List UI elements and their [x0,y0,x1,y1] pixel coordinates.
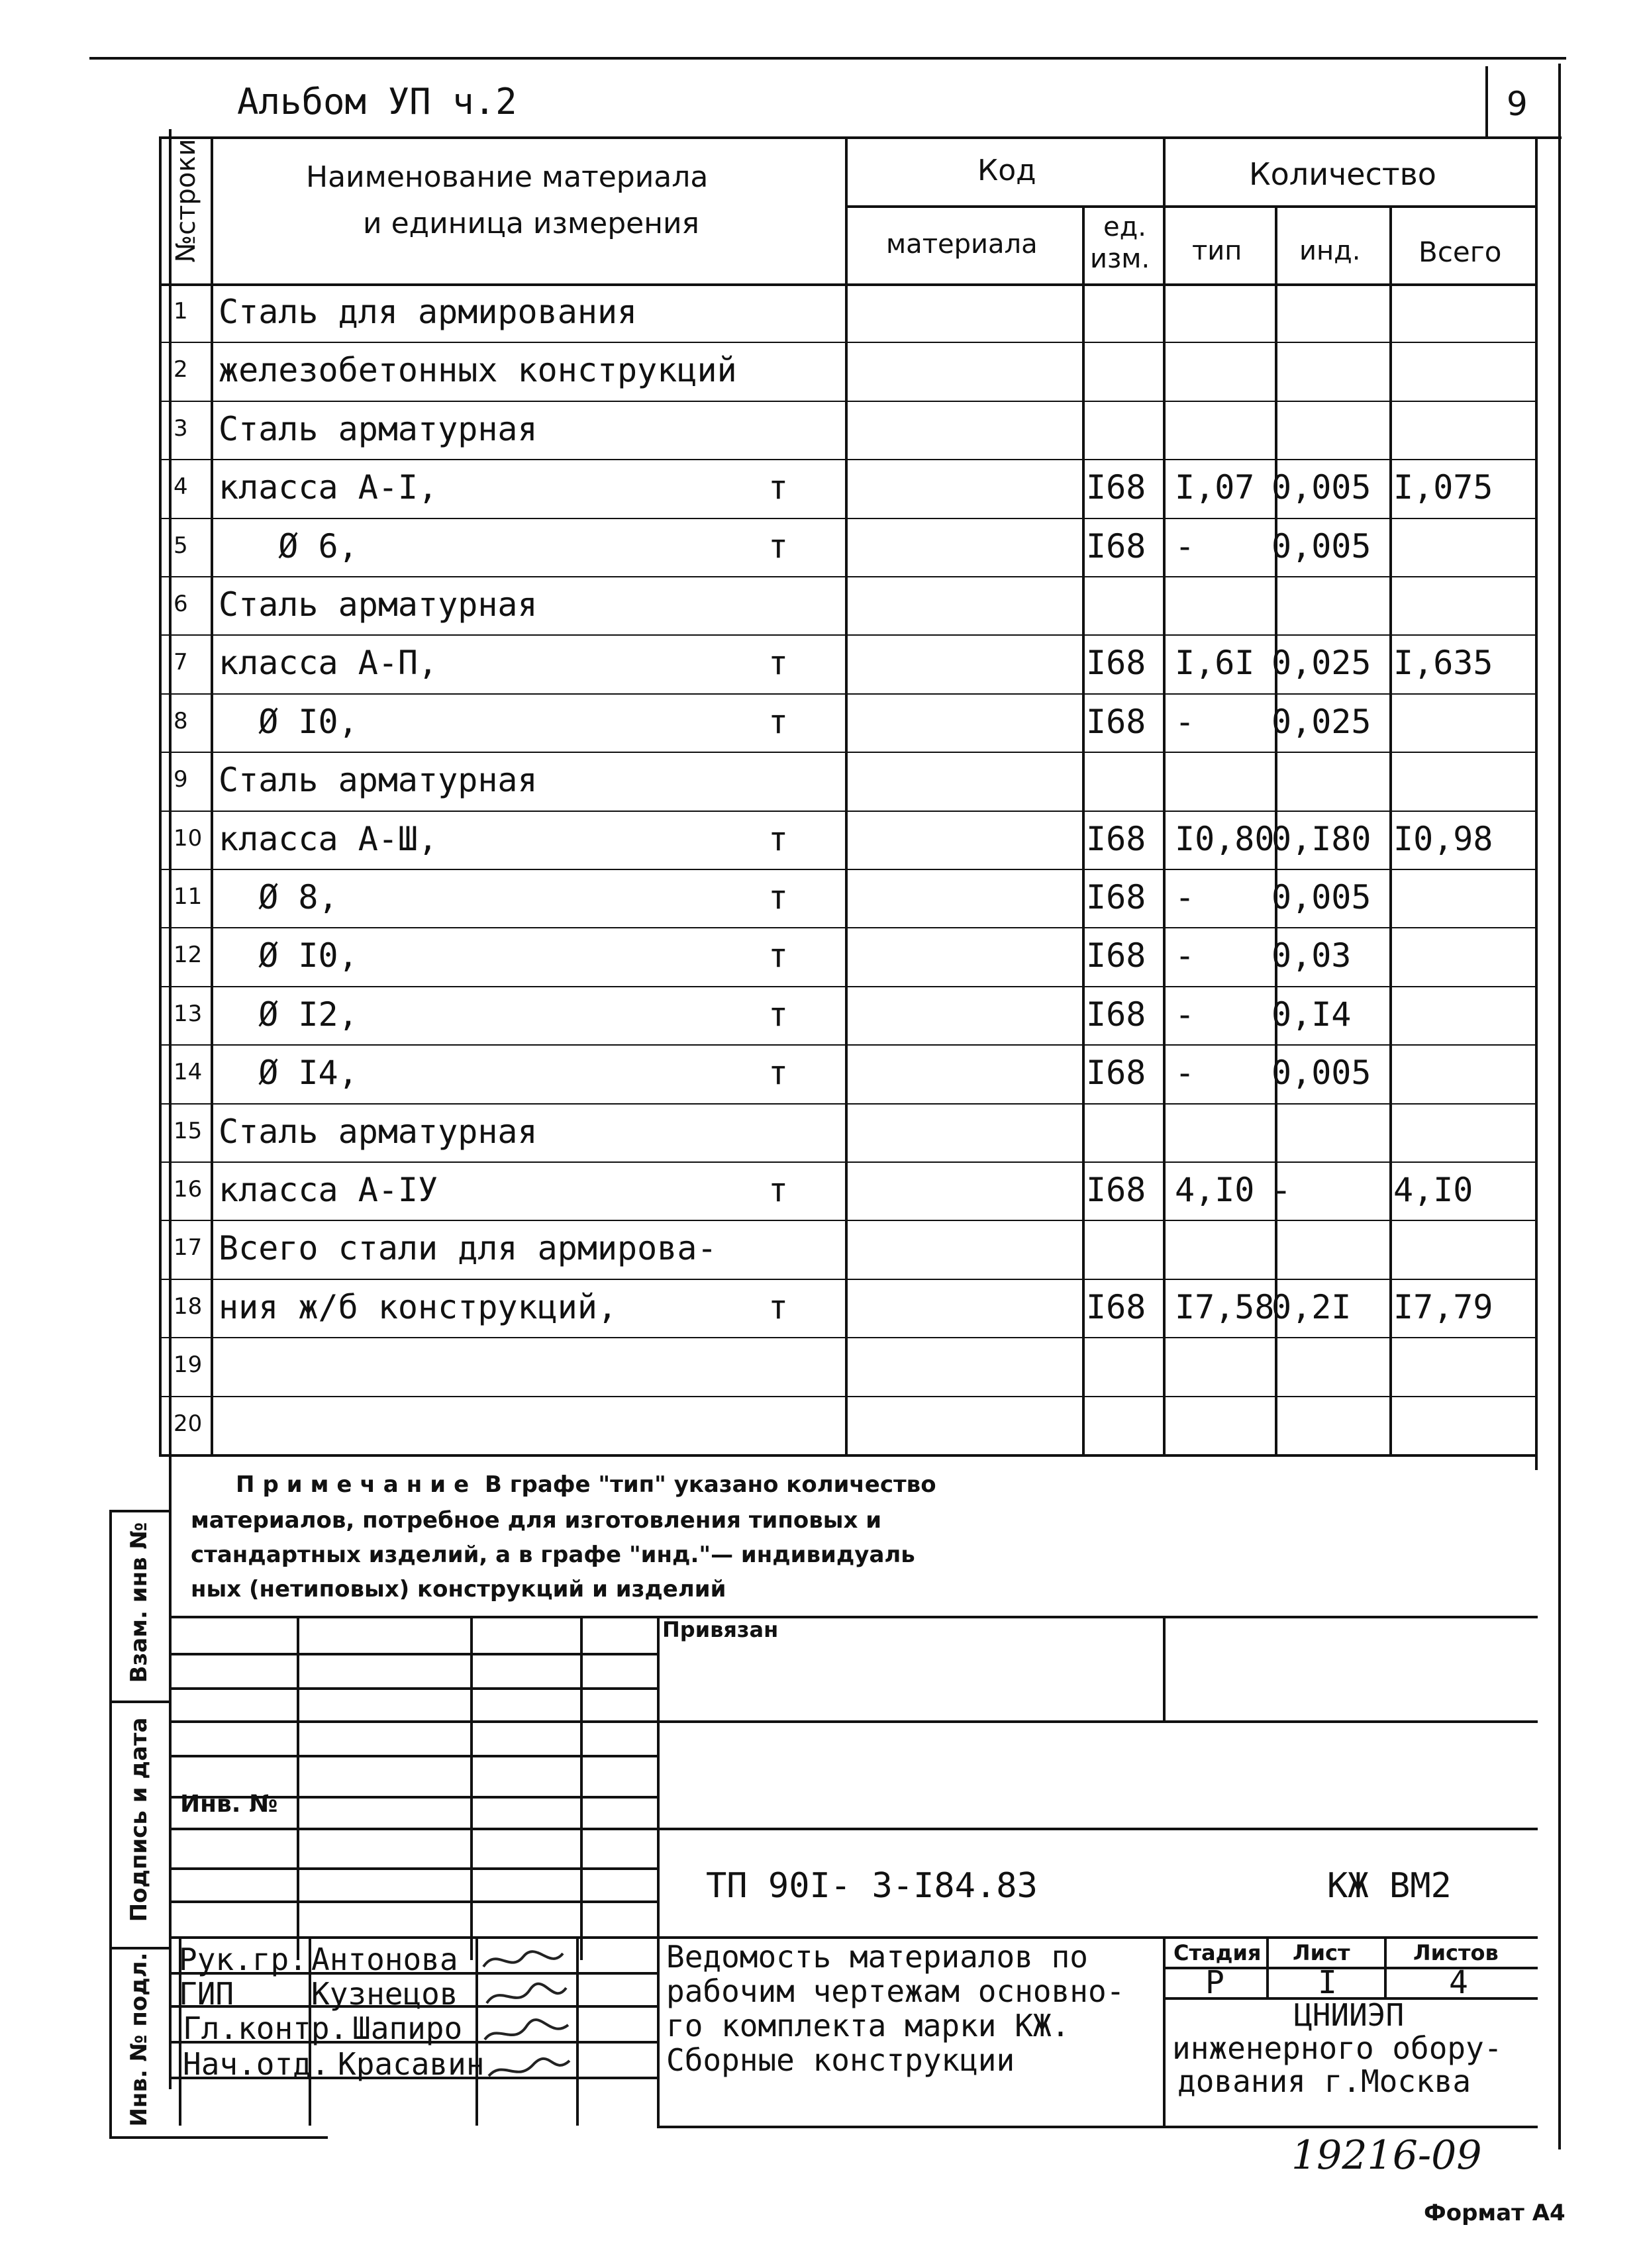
row-number: 13 [174,1001,203,1027]
stamp-mark: КЖ ВМ2 [1327,1866,1452,1906]
row-code-unit: I68 [1086,1288,1146,1326]
row-qty-type: - [1175,936,1195,975]
row-name: Сталь арматурная [219,1112,538,1151]
person-name-4: Красавин [338,2046,485,2082]
note-line-1 [236,1471,936,1498]
row-name: класса А-Ш, [219,820,438,858]
stamp-col-3 [580,1616,583,1960]
row-number: 11 [174,883,203,910]
row-qty-type: - [1175,995,1195,1034]
row-qty-type: I0,80 [1175,820,1275,858]
row-name: Сталь арматурная [219,410,538,448]
row-number: 1 [174,298,188,324]
row-qty-type: - [1175,1054,1195,1092]
row-unit: т [768,644,789,682]
frame-left [169,129,172,2089]
row-unit: т [768,995,789,1034]
top-rule [89,57,1566,60]
row-code-unit: I68 [1086,878,1146,916]
side-strip-bottom [109,2136,328,2139]
stamp-row-4 [169,1755,659,1757]
stamp-doc-code: ТП 90I- 3-I84.83 [706,1866,1038,1906]
stamp-inv-no: Инв. № [180,1791,278,1818]
row-unit: т [768,878,789,916]
stamp-privyazan-right [1163,1616,1166,1722]
row-number: 18 [174,1293,203,1320]
row-number: 8 [174,708,188,734]
row-divider [159,1396,1538,1397]
col-header-ind: инд. [1299,236,1361,266]
row-number: 10 [174,825,203,852]
row-code-unit: I68 [1086,644,1146,682]
row-code-unit: I68 [1086,1171,1146,1209]
stamp-row-6 [169,1828,1538,1830]
side-strip-div-1 [109,1701,169,1703]
header-bottom [159,283,1538,286]
row-name: Сталь арматурная [219,585,538,624]
row-divider [159,1161,1538,1163]
col-rowno-left [159,136,162,1457]
row-qty-ind: 0,I80 [1271,820,1371,858]
header-bottom-rule [159,136,1562,139]
col-name-right [845,136,848,1457]
row-qty-type: - [1175,878,1195,916]
table-bottom-rule [159,1454,1538,1457]
col-ind-right [1389,205,1392,1457]
row-code-unit: I68 [1086,820,1146,858]
row-divider [159,518,1538,519]
row-code-unit: I68 [1086,468,1146,507]
side-label-podpis: Подпись и дата [126,1717,152,1922]
person-role-3: Гл.контр. [183,2010,348,2046]
row-unit: т [768,936,789,975]
stamp-sheet: I [1318,1964,1337,2001]
row-name: Сталь арматурная [219,761,538,799]
note-line-2: материалов, потребное для изготовления типовых и [191,1507,882,1534]
row-name: класса А-IУ [219,1171,438,1209]
row-name: Ø I0, [219,703,358,741]
row-qty-ind: 0,025 [1271,644,1371,682]
row-name: класса А-I, [219,468,438,507]
stamp-stage: Р [1205,1964,1224,2001]
col-unit-right [1163,136,1166,1457]
row-divider [159,401,1538,402]
row-number: 12 [174,942,203,968]
stamp-sheet-label: Лист [1293,1940,1350,1965]
row-divider [159,811,1538,812]
col-header-name-1: Наименование материала [306,160,709,194]
row-name: Сталь для армирования [219,293,638,331]
page-number-box-left [1485,66,1488,139]
note-heading: Примечание [236,1471,477,1498]
row-divider [159,1337,1538,1338]
frame-right-inner [1535,139,1538,1470]
stamp-row-2 [169,1687,659,1690]
row-number: 16 [174,1176,203,1203]
person-role-4: Нач.отд. [183,2046,330,2082]
row-name: Ø 8, [219,878,338,916]
row-number: 9 [174,766,188,793]
row-code-unit: I68 [1086,936,1146,975]
row-qty-ind: 0,005 [1271,878,1371,916]
row-number: 5 [174,532,188,559]
handwritten-number: 19216-09 [1291,2132,1482,2179]
row-unit: т [768,1288,789,1326]
col-header-code: Код [977,154,1036,187]
row-number: 14 [174,1059,203,1085]
col-header-quantity: Количество [1249,156,1436,192]
col-header-name-2: и единица измерения [363,207,700,240]
col-material-right [1082,205,1085,1457]
row-divider [159,1103,1538,1105]
person-name-1: Антонова [311,1942,458,1977]
col-header-rowno: №строки [171,138,201,263]
row-unit: т [768,527,789,566]
col-header-total: Всего [1419,236,1502,268]
row-qty-total: I,075 [1393,468,1493,507]
stamp-people-col-4 [576,1936,579,2126]
stamp-info-col-1 [1266,1936,1269,1997]
col-header-unit-1: ед. [1103,212,1146,242]
row-number: 19 [174,1352,203,1378]
row-divider [159,1044,1538,1046]
row-name: ния ж/б конструкций, [219,1288,618,1326]
stamp-info-left [1163,1936,1166,2126]
stamp-row-8 [169,1900,659,1903]
stamp-col-2 [470,1616,473,1960]
note-line-4: ных (нетиповых) конструкций и изделий [191,1576,726,1602]
row-qty-total: 4,I0 [1393,1171,1473,1209]
person-role-2: ГИП [179,1976,234,2012]
frame-right [1558,64,1561,2149]
side-label-vzam: Взам. инв № [126,1522,152,1683]
stamp-title-4: Сборные конструкции [666,2042,1015,2078]
stamp-stage-label: Стадия [1173,1940,1262,1965]
row-qty-type: I,07 [1175,468,1255,507]
row-qty-type: - [1175,703,1195,741]
row-qty-ind: - [1271,1171,1292,1209]
row-qty-type: 4,I0 [1175,1171,1255,1209]
side-label-inv-podl: Инв. № подл. [126,1952,152,2127]
stamp-sheets-label: Листов [1413,1940,1499,1965]
stamp-title-2: рабочим чертежам основно- [666,1973,1125,2009]
stamp-info-col-2 [1384,1936,1387,1997]
row-divider [159,1279,1538,1280]
row-qty-ind: 0,2I [1271,1288,1352,1326]
row-divider [159,752,1538,753]
side-strip-left [109,1510,112,2139]
row-code-unit: I68 [1086,1054,1146,1092]
stamp-col-4 [657,1616,660,2126]
stamp-col-1 [297,1616,299,1960]
row-number: 7 [174,649,188,675]
row-number: 17 [174,1234,203,1261]
row-divider [159,459,1538,460]
stamp-top [169,1616,1538,1618]
row-number: 20 [174,1410,203,1437]
col-rowno-right [211,136,213,1457]
row-name: Ø I0, [219,936,358,975]
row-qty-type: - [1175,527,1195,566]
row-qty-ind: 0,I4 [1271,995,1352,1034]
row-unit: т [768,468,789,507]
row-code-unit: I68 [1086,527,1146,566]
row-unit: т [768,1054,789,1092]
row-unit: т [768,820,789,858]
stamp-privyazan: Привязан [662,1617,779,1642]
stamp-bottom [657,2126,1538,2128]
row-number: 3 [174,415,188,442]
row-name: класса А-П, [219,644,438,682]
row-number: 15 [174,1118,203,1144]
row-qty-type: I,6I [1175,644,1255,682]
row-unit: т [768,1171,789,1209]
row-divider [159,693,1538,695]
row-name: Ø I2, [219,995,358,1034]
person-role-1: Рук.гр. [179,1942,307,1977]
stamp-title-3: го комплекта марки КЖ. [666,2008,1070,2044]
row-qty-ind: 0,005 [1271,468,1371,507]
stamp-org-3: дования г.Москва [1177,2063,1471,2099]
row-qty-total: I,635 [1393,644,1493,682]
row-divider [159,634,1538,636]
row-number: 4 [174,473,188,500]
stamp-row-3 [169,1720,1538,1723]
stamp-row-7 [169,1867,659,1870]
note-text-1: В графе "тип" указано количество [477,1471,936,1498]
row-divider [159,342,1538,343]
stamp-org-2: инженерного обору- [1172,2030,1503,2066]
stamp-title-1: Ведомость материалов по [666,1939,1088,1975]
signature-marks [477,1940,576,2126]
row-code-unit: I68 [1086,995,1146,1034]
person-name-3: Шапиро [352,2010,463,2046]
album-title: Альбом УП ч.2 [237,81,517,123]
row-name: Ø 6, [219,527,358,566]
row-qty-total: I0,98 [1393,820,1493,858]
page-number: 9 [1507,85,1528,123]
format-label: Формат А4 [1424,2200,1566,2226]
row-divider [159,986,1538,987]
row-name: железобетонных конструкций [219,351,737,389]
row-code-unit: I68 [1086,703,1146,741]
col-header-material: материала [886,229,1038,260]
row-name: Ø I4, [219,1054,358,1092]
stamp-row-1 [169,1653,659,1655]
col-header-type: тип [1192,236,1242,266]
row-number: 6 [174,591,188,617]
row-qty-ind: 0,025 [1271,703,1371,741]
stamp-org-1: ЦНИИЭП [1294,1997,1405,2033]
col-header-unit-2: изм. [1090,244,1150,274]
row-qty-ind: 0,005 [1271,1054,1371,1092]
header-sub-rule [845,205,1538,208]
row-qty-ind: 0,03 [1271,936,1352,975]
row-qty-ind: 0,005 [1271,527,1371,566]
row-qty-total: I7,79 [1393,1288,1493,1326]
row-divider [159,576,1538,577]
note-line-3: стандартных изделий, а в графе "инд."— индивидуаль [191,1542,915,1568]
row-divider [159,869,1538,870]
row-qty-type: I7,58 [1175,1288,1275,1326]
row-unit: т [768,703,789,741]
stamp-sheets: 4 [1449,1964,1468,2001]
person-name-2: Кузнецов [311,1976,458,2012]
row-name: Всего стали для армирова- [219,1229,717,1267]
row-divider [159,1220,1538,1221]
row-divider [159,927,1538,928]
row-number: 2 [174,356,188,383]
